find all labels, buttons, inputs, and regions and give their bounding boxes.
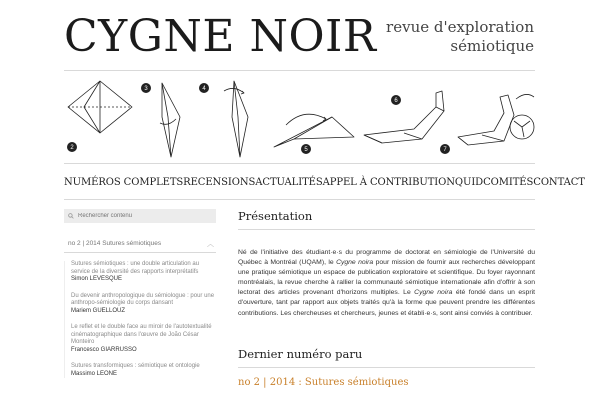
intro-paragraph [238, 248, 535, 319]
step-number: 2 [70, 145, 74, 152]
origami-step-6 [364, 91, 444, 143]
site-tagline [386, 18, 534, 56]
main-nav [64, 171, 585, 193]
nav-divider [64, 199, 535, 200]
step-number: 6 [394, 98, 398, 105]
nav-item-contact[interactable]: CONTACT [533, 176, 585, 188]
banner-divider [64, 163, 535, 164]
journal-name: Cygne noira [414, 289, 453, 297]
search-box [64, 209, 216, 223]
origami-step-1 [68, 81, 132, 133]
intro-text-2: pour mission de fournir aux recherches développant une pratique sémiotique un espace de publication exploratoire et scientifique. Du foyer rayonnant montréalais, la revue cherche à rallier la communauté sémiotique internationale afin d'offrir à son lectorat des articles provenant d'horizons multiples. Le [238, 259, 535, 297]
article-author: Simon LEVESQUE [71, 276, 123, 282]
list-item [71, 324, 216, 354]
origami-step-3 [160, 83, 180, 157]
search-input[interactable] [78, 213, 208, 219]
search-icon[interactable] [68, 213, 74, 219]
nav-item-appel-a-contribution[interactable]: APPEL À CONTRIBUTION [322, 176, 455, 188]
step-number: 7 [443, 147, 447, 154]
step-number: 3 [144, 86, 148, 93]
latest-issue-link[interactable]: no 2 | 2014 : Sutures sémiotiques [238, 377, 409, 388]
intro-text-3: été fondé dans un esprit d'ouverture, tant par rapport aux objets traités qu'à la forme que peuvent prendre les différentes contributions. Les chercheuses et chercheurs, jeunes et établi·e·s, sont ainsi conviés à contribuer. [238, 289, 535, 317]
origami-banner [64, 77, 535, 160]
nav-item-numeros-complets[interactable]: NUMÉROS COMPLETS [64, 176, 184, 188]
origami-step-7 [458, 94, 534, 145]
tagline-line-2: sémiotique [450, 37, 534, 55]
tagline-line-1: revue d'exploration [386, 18, 534, 36]
nav-item-actualites[interactable]: ACTUALITÉS [255, 176, 323, 188]
header-divider [64, 70, 535, 71]
site-header [0, 0, 600, 70]
intro-text-1: Né de l'initiative des étudiant·e·s du programme de doctorat en sémiologie de l'Université du Québec à Montréal (UQAM), le [238, 249, 535, 267]
nav-item-quid[interactable]: QUID [454, 176, 484, 188]
nav-item-comites[interactable]: COMITÉS [483, 176, 534, 188]
page-title: Présentation [238, 209, 535, 230]
article-link[interactable]: Du devenir anthropologique du sémiologue : pour une anthropo-sémiologie du corps dansant [71, 292, 215, 306]
journal-name: Cygne noira [336, 259, 374, 267]
issue-accordion-header[interactable] [64, 235, 216, 253]
latest-issue-heading: Dernier numéro paru [238, 347, 535, 368]
site-title[interactable]: CYGNE NOIR [64, 11, 377, 62]
origami-step-5 [274, 114, 354, 147]
sidebar [64, 209, 216, 387]
article-author: Massimo LEONE [71, 370, 118, 377]
article-link[interactable]: Sutures sémiotiques : une double articulation au service de la diversité des rapports interprétatifs [71, 261, 200, 275]
article-link[interactable]: Le reflet et le double face au miroir de l'autotextualité cinématographique dans l'œuvre de João César Monteiro [71, 324, 212, 345]
step-number: 5 [304, 147, 308, 154]
article-list [64, 261, 216, 378]
chevron-up-icon[interactable]: ︿ [207, 240, 214, 248]
article-author: Mariem GUELLOUZ [71, 307, 126, 314]
article-author: Francesco GIARRUSSO [71, 346, 137, 353]
list-item [71, 363, 216, 378]
issue-label: no 2 | 2014 Sutures sémiotiques [68, 240, 162, 247]
nav-item-recensions[interactable]: RECENSIONS [183, 176, 256, 188]
article-link[interactable]: Sutures transformiques : sémiotique et ontologie [71, 363, 200, 369]
list-item [71, 293, 216, 316]
origami-step-4 [224, 81, 248, 157]
list-item [71, 261, 216, 284]
main-content [238, 209, 535, 388]
step-number: 4 [202, 86, 206, 93]
